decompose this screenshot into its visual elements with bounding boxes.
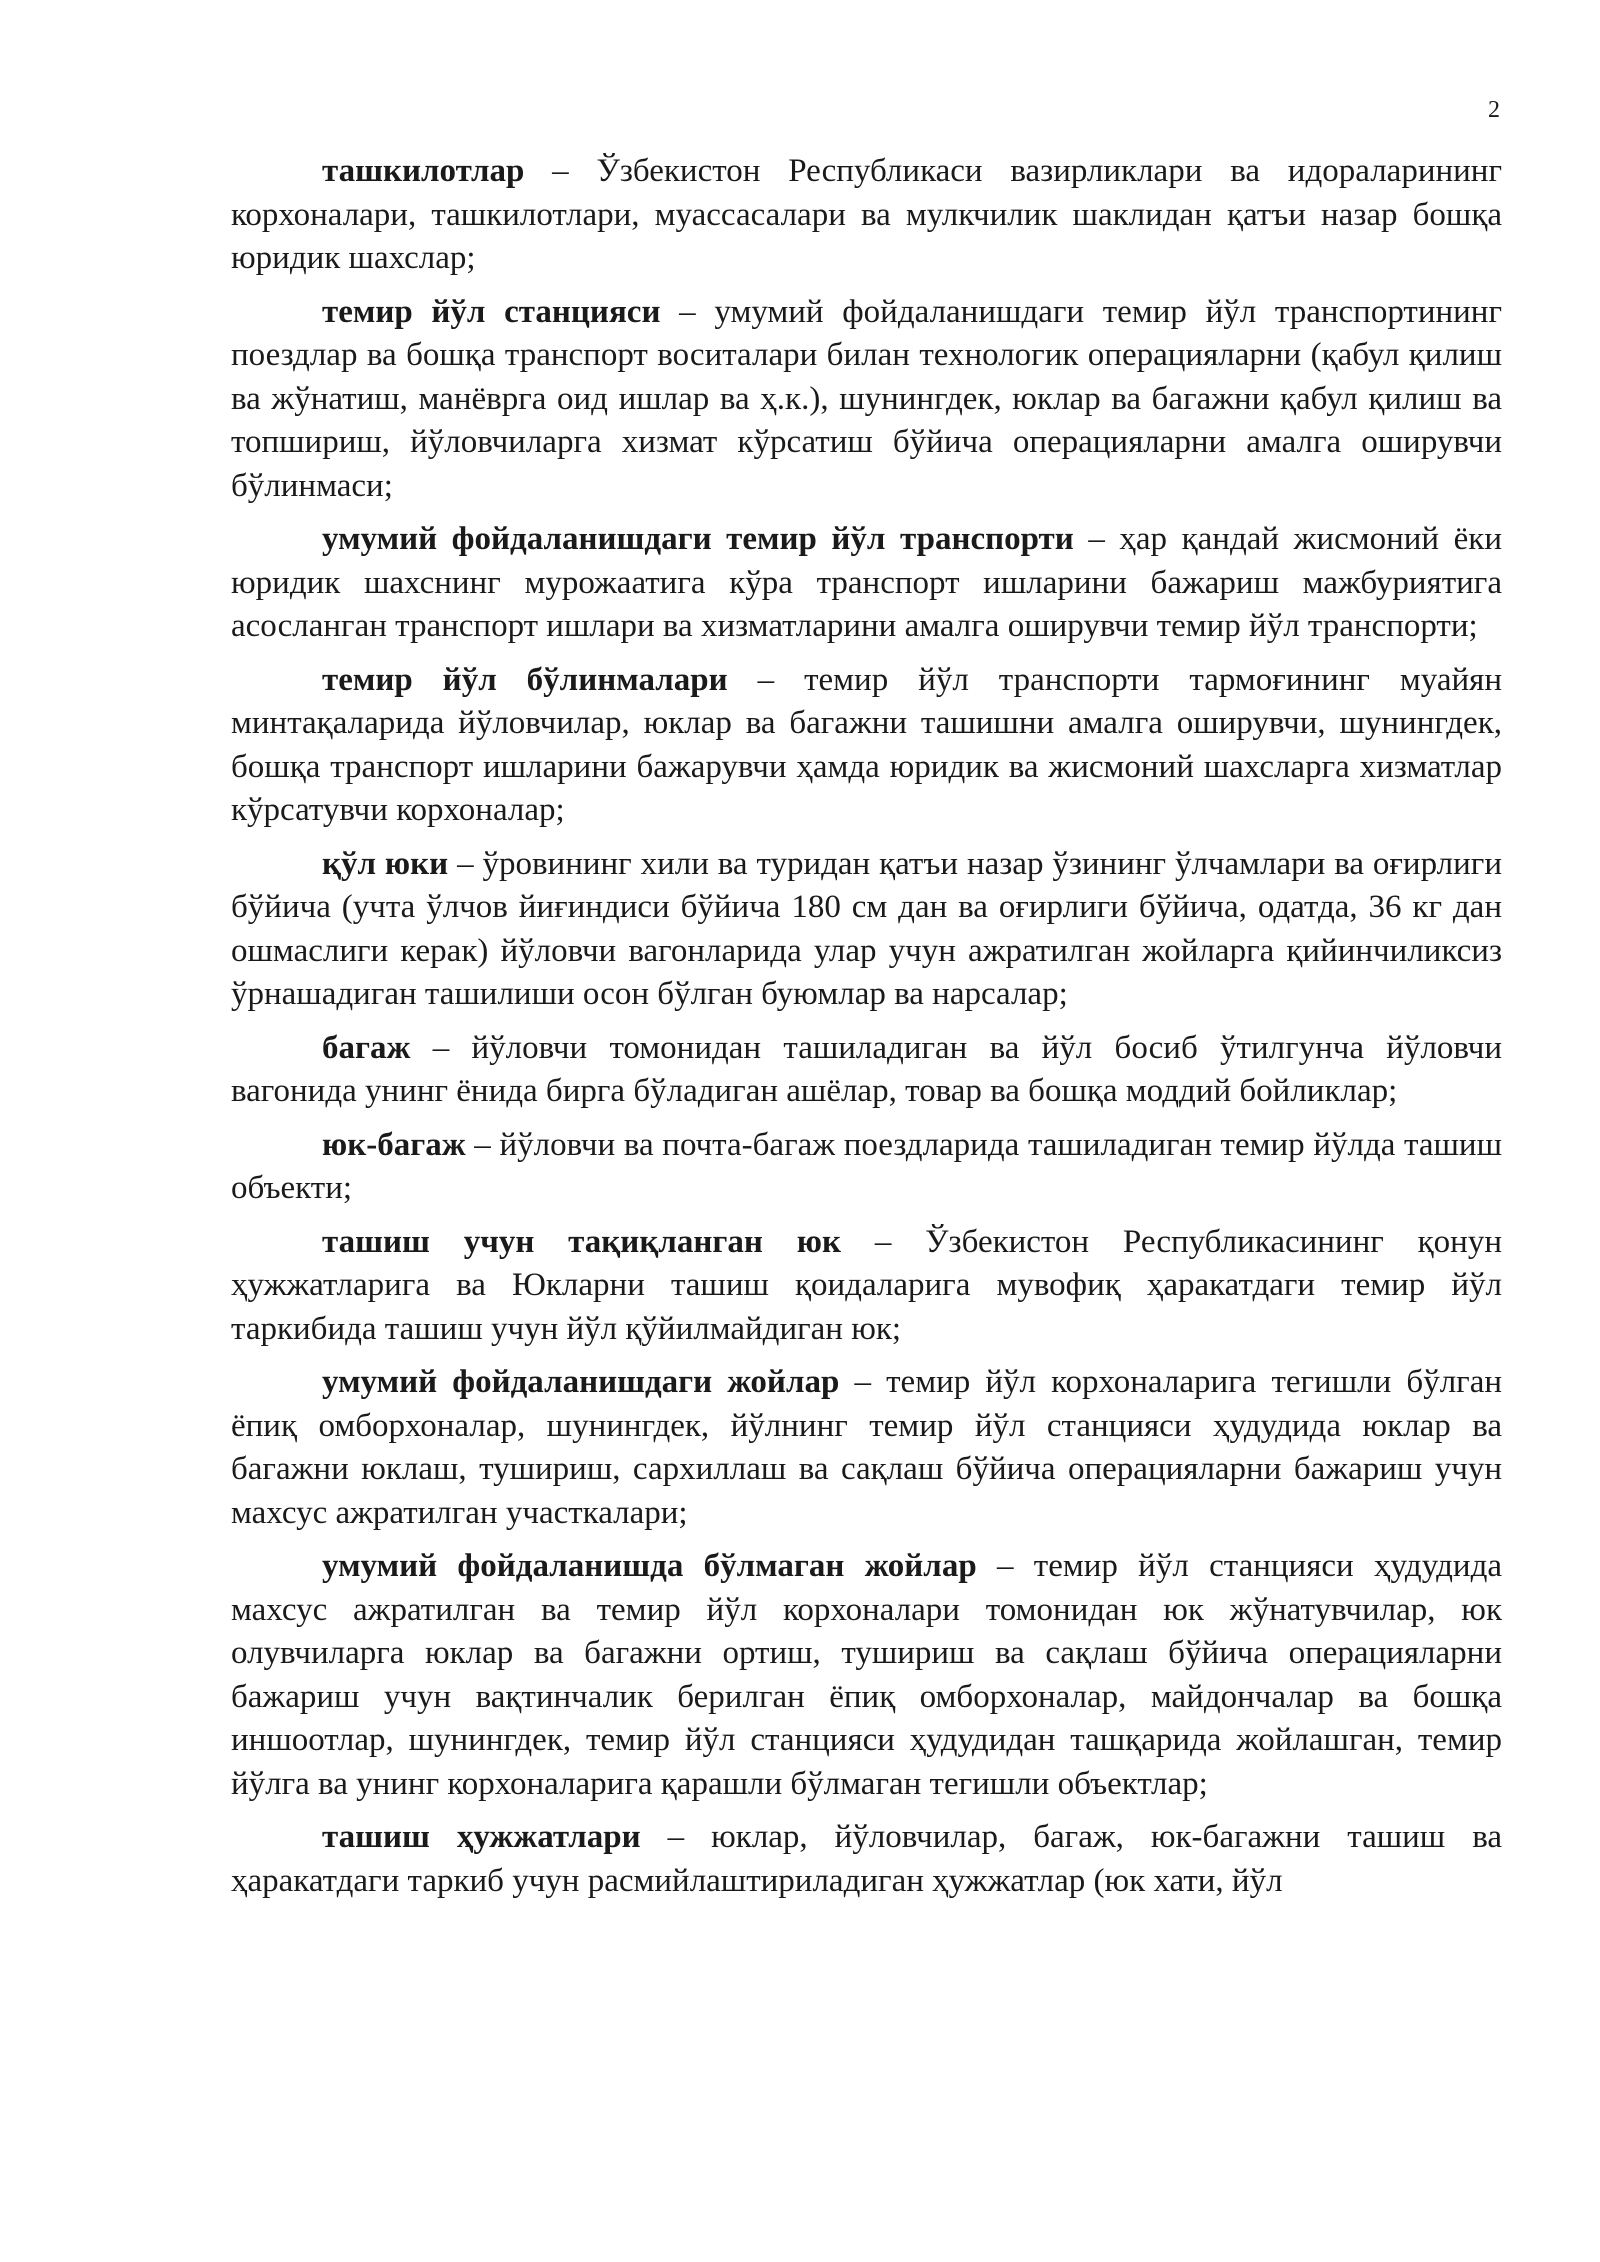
definition-temir-yul-stantsiyasi: [231, 291, 1502, 509]
term: ташкилотлар: [322, 153, 525, 189]
definition-tashish-hujjatlari: [231, 1816, 1502, 1903]
term: қўл юки: [322, 845, 449, 882]
term: ташиш учун тақиқланган юк: [322, 1223, 841, 1260]
definition-temir-yul-bulinmalari: [231, 659, 1502, 833]
definition-umumiy-transport: [231, 518, 1502, 649]
definition-text: – Ўзбекистон Республикаси вазирликлари ва идораларининг корхоналари, ташкилотлари, муассасалари ва мулкчилик шаклидан қатъи назар бошқа юридик шахслар;: [231, 153, 1502, 276]
document-body: [231, 150, 1502, 1913]
definition-qul-yuki: [231, 843, 1502, 1017]
term: умумий фойдаланишда бўлмаган жойлар: [322, 1548, 977, 1584]
definition-text: – ҳар қандай жисмоний ёки юридик шахснинг мурожаатига кўра транспорт ишларини бажариш мажбуриятига асосланган транспорт ишлари ва хизматларини амалга оширувчи темир йўл транспорти;: [231, 521, 1502, 644]
definition-text: – йўловчи ва почта-багаж поездларида ташиладиган темир йўлда ташиш объекти;: [231, 1126, 1502, 1206]
term: темир йўл станцияси: [322, 293, 661, 330]
definition-yuk-bagazh: [231, 1124, 1502, 1211]
term: юк-багаж: [322, 1126, 466, 1163]
definition-umumiy-bulmagan-joylar: [231, 1545, 1502, 1806]
definition-umumiy-joylar: [231, 1361, 1502, 1535]
term: умумий фойдаланишдаги жойлар: [322, 1364, 840, 1400]
page-number: 2: [1488, 97, 1500, 123]
definition-text: – умумий фойдаланишдаги темир йўл транспортининг поездлар ва бошқа транспорт воситалари билан технологик операцияларни (қабул қилиш ва жўнатиш, манёврга оид ишлар ва ҳ.к.), шунингдек, юклар ва багажни қабул қилиш ва топшириш, йўловчиларга хизмат кўрсатиш бўйича операцияларни амалга оширувчи бўлинмаси;: [231, 293, 1503, 504]
definition-tashkilotlar: [231, 150, 1502, 281]
definition-text: – юклар, йўловчилар, багаж, юк-багажни ташиш ва ҳаракатдаги таркиб учун расмийлаштириладиган ҳужжатлар (юк хати, йўл: [231, 1819, 1502, 1899]
term: умумий фойдаланишдаги темир йўл транспорти: [322, 521, 1074, 557]
definition-text: – темир йўл корхоналарига тегишли бўлган ёпиқ омборхоналар, шунингдек, йўлнинг темир йўл станцияси ҳудудида юклар ва багажни юклаш, тушириш, сархиллаш ва сақлаш бўйича операцияларни бажариш учун махсус ажратилган участкалари;: [231, 1364, 1503, 1531]
term: ташиш ҳужжатлари: [322, 1819, 641, 1855]
definition-text: – темир йўл станцияси ҳудудида махсус ажратилган ва темир йўл корхоналари томонидан юк жўнатувчилар, юк олувчиларга юклар ва багажни ортиш, тушириш ва сақлаш бўйича операцияларни бажариш учун вақтинчалик берилган ёпиқ омборхоналар, майдончалар ва бошқа иншоотлар, шунингдек, темир йўл станцияси ҳудудидан ташқарида жойлашган, темир йўлга ва унинг корхоналарига қарашли бўлмаган тегишли объектлар;: [231, 1548, 1503, 1802]
definition-bagazh: [231, 1027, 1502, 1114]
definition-taqiqlangan-yuk: [231, 1221, 1502, 1352]
definition-text: – темир йўл транспорти тармоғининг муайян минтақаларида йўловчилар, юклар ва багажни ташишни амалга оширувчи, шунингдек, бошқа транспорт ишларини бажарувчи ҳамда юридик ва жисмоний шахсларга хизматлар кўрсатувчи корхоналар;: [231, 661, 1502, 828]
definition-text: – Ўзбекистон Республикасининг қонун ҳужжатларига ва Юкларни ташиш қоидаларига мувофиқ ҳаракатдаги темир йўл таркибида ташиш учун йўл қўйилмайдиган юк;: [231, 1223, 1502, 1347]
definition-text: – йўловчи томонидан ташиладиган ва йўл босиб ўтилгунча йўловчи вагонида унинг ёнида бирга бўладиган ашёлар, товар ва бошқа моддий бойликлар;: [231, 1029, 1502, 1109]
term: багаж: [322, 1029, 411, 1066]
definition-text: – ўровининг хили ва туридан қатъи назар ўзининг ўлчамлари ва оғирлиги бўйича (учта ўлчов йиғиндиси бўйича 180 см дан ва оғирлиги бўйича, одатда, 36 кг дан ошмаслиги керак) йўловчи вагонларида улар учун ажратилган жойларга қийинчиликсиз ўрнашадиган ташилиши осон бўлган буюмлар ва нарсалар;: [231, 845, 1502, 1012]
term: темир йўл бўлинмалари: [322, 661, 728, 698]
